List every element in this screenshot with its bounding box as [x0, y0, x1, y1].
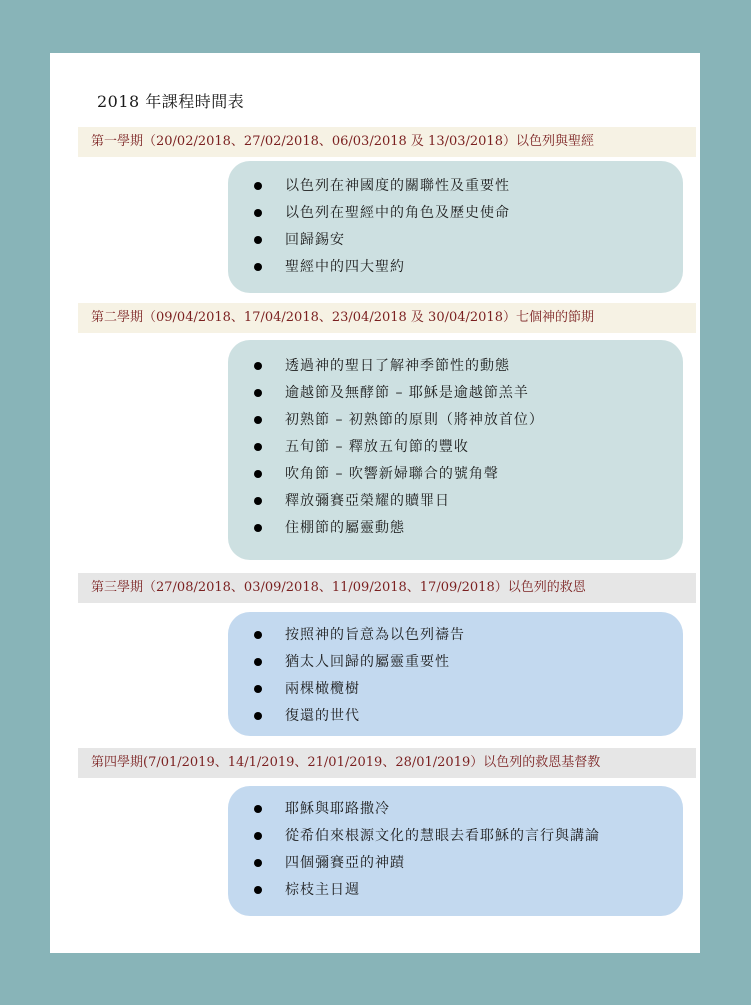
- term-3-topics: [228, 612, 683, 736]
- list-item: 初熟節 – 初熟節的原則（將神放首位）: [228, 407, 683, 434]
- bullet-icon: [254, 416, 262, 424]
- bullet-icon: [254, 497, 262, 505]
- bullet-icon: [254, 832, 262, 840]
- bullet-icon: [254, 209, 262, 217]
- list-item: 五旬節 – 釋放五旬節的豐收: [228, 434, 683, 461]
- list-item: 猶太人回歸的屬靈重要性: [228, 649, 683, 676]
- list-item: 按照神的旨意為以色列禱告: [228, 622, 683, 649]
- schedule-page: [50, 53, 700, 953]
- page-title: 2018 年課程時間表: [97, 92, 245, 111]
- term-1-topics: [228, 161, 683, 293]
- term-2-topics: [228, 340, 683, 560]
- list-item: 復還的世代: [228, 703, 683, 730]
- bullet-icon: [254, 658, 262, 666]
- term-1-header: 第一學期（20/02/2018、27/02/2018、06/03/2018 及 13/03/2018）以色列與聖經: [78, 127, 696, 157]
- list-item: 兩棵橄欖樹: [228, 676, 683, 703]
- list-item: 以色列在聖經中的角色及歷史使命: [228, 200, 683, 227]
- bullet-icon: [254, 236, 262, 244]
- term-4-topics: [228, 786, 683, 916]
- bullet-icon: [254, 182, 262, 190]
- list-item: 吹角節 – 吹響新婦聯合的號角聲: [228, 461, 683, 488]
- list-item: 四個彌賽亞的神蹟: [228, 850, 683, 877]
- bullet-icon: [254, 524, 262, 532]
- term-3-header: 第三學期（27/08/2018、03/09/2018、11/09/2018、17/09/2018）以色列的救恩: [78, 573, 696, 603]
- bullet-icon: [254, 470, 262, 478]
- bullet-icon: [254, 805, 262, 813]
- list-item: 逾越節及無酵節 – 耶穌是逾越節羔羊: [228, 380, 683, 407]
- bullet-icon: [254, 389, 262, 397]
- bullet-icon: [254, 712, 262, 720]
- term-2-header: 第二學期（09/04/2018、17/04/2018、23/04/2018 及 30/04/2018）七個神的節期: [78, 303, 696, 333]
- list-item: 以色列在神國度的關聯性及重要性: [228, 173, 683, 200]
- list-item: 透過神的聖日了解神季節性的動態: [228, 353, 683, 380]
- bullet-icon: [254, 631, 262, 639]
- list-item: 釋放彌賽亞榮耀的贖罪日: [228, 488, 683, 515]
- bullet-icon: [254, 685, 262, 693]
- list-item: 棕枝主日週: [228, 877, 683, 904]
- list-item: 住棚節的屬靈動態: [228, 515, 683, 542]
- list-item: 聖經中的四大聖約: [228, 254, 683, 281]
- bullet-icon: [254, 886, 262, 894]
- term-4-header: 第四學期(7/01/2019、14/1/2019、21/01/2019、28/01/2019）以色列的救恩基督教: [78, 748, 696, 778]
- bullet-icon: [254, 263, 262, 271]
- bullet-icon: [254, 443, 262, 451]
- list-item: 耶穌與耶路撒冷: [228, 796, 683, 823]
- list-item: 回歸錫安: [228, 227, 683, 254]
- bullet-icon: [254, 859, 262, 867]
- bullet-icon: [254, 362, 262, 370]
- list-item: 從希伯來根源文化的慧眼去看耶穌的言行與講論: [228, 823, 683, 850]
